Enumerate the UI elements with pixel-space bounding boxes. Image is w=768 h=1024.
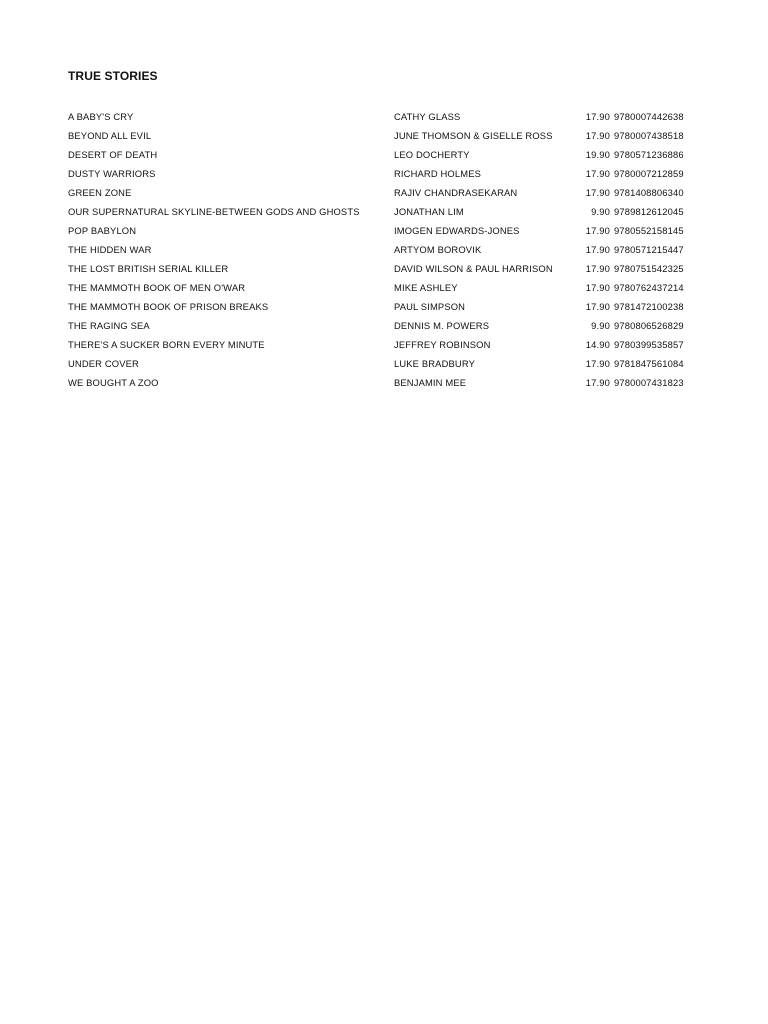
book-price: 17.90	[585, 358, 610, 369]
book-author: DAVID WILSON & PAUL HARRISON	[394, 263, 553, 274]
book-row	[68, 164, 700, 183]
book-isbn: 9780399535857	[614, 339, 684, 350]
book-isbn: 9780751542325	[614, 263, 684, 274]
book-title: POP BABYLON	[68, 225, 137, 236]
book-author: CATHY GLASS	[394, 111, 461, 122]
book-author: JUNE THOMSON & GISELLE ROSS	[394, 130, 553, 141]
book-title: THERE'S A SUCKER BORN EVERY MINUTE	[68, 339, 265, 350]
book-title: THE MAMMOTH BOOK OF MEN O'WAR	[68, 282, 246, 293]
book-list	[68, 107, 700, 392]
book-row	[68, 354, 700, 373]
book-price: 9.90	[591, 320, 610, 331]
book-isbn: 9781408806340	[614, 187, 684, 198]
book-price: 17.90	[585, 130, 610, 141]
book-price: 17.90	[585, 301, 610, 312]
book-isbn: 9780571236886	[614, 149, 684, 160]
book-author: LUKE BRADBURY	[394, 358, 475, 369]
book-author: LEO DOCHERTY	[394, 149, 470, 160]
book-title: THE LOST BRITISH SERIAL KILLER	[68, 263, 229, 274]
document-title: TRUE STORIES	[68, 69, 158, 83]
book-isbn: 9780762437214	[614, 282, 684, 293]
book-author: JEFFREY ROBINSON	[394, 339, 491, 350]
book-title: WE BOUGHT A ZOO	[68, 377, 159, 388]
book-isbn: 9780552158145	[614, 225, 684, 236]
book-author: RICHARD HOLMES	[394, 168, 482, 179]
book-row	[68, 126, 700, 145]
book-author: JONATHAN LIM	[394, 206, 464, 217]
book-isbn: 9780007442638	[614, 111, 684, 122]
book-title: A BABY'S CRY	[68, 111, 134, 122]
book-title: DUSTY WARRIORS	[68, 168, 156, 179]
book-title: BEYOND ALL EVIL	[68, 130, 152, 141]
book-price: 14.90	[585, 339, 610, 350]
book-price: 17.90	[585, 225, 610, 236]
book-row	[68, 145, 700, 164]
book-title: THE MAMMOTH BOOK OF PRISON BREAKS	[68, 301, 269, 312]
book-title: DESERT OF DEATH	[68, 149, 158, 160]
book-isbn: 9780007431823	[614, 377, 684, 388]
book-row	[68, 107, 700, 126]
book-row	[68, 373, 700, 392]
book-isbn: 9780806526829	[614, 320, 684, 331]
book-price: 17.90	[585, 168, 610, 179]
book-author: RAJIV CHANDRASEKARAN	[394, 187, 518, 198]
book-title: THE HIDDEN WAR	[68, 244, 152, 255]
book-title: GREEN ZONE	[68, 187, 132, 198]
book-isbn: 9780007212859	[614, 168, 684, 179]
book-price: 17.90	[585, 282, 610, 293]
book-author: ARTYOM BOROVIK	[394, 244, 482, 255]
book-row	[68, 202, 700, 221]
book-row	[68, 297, 700, 316]
book-row	[68, 221, 700, 240]
book-row	[68, 183, 700, 202]
book-isbn: 9780571215447	[614, 244, 684, 255]
book-row	[68, 278, 700, 297]
book-price: 19.90	[585, 149, 610, 160]
book-author: MIKE ASHLEY	[394, 282, 458, 293]
book-author: DENNIS M. POWERS	[394, 320, 490, 331]
book-title: OUR SUPERNATURAL SKYLINE-BETWEEN GODS AND GHOSTS	[68, 206, 360, 217]
book-title: UNDER COVER	[68, 358, 139, 369]
book-price: 17.90	[585, 111, 610, 122]
book-row	[68, 316, 700, 335]
book-title: THE RAGING SEA	[68, 320, 150, 331]
book-price: 17.90	[585, 187, 610, 198]
book-price: 17.90	[585, 377, 610, 388]
book-isbn: 9781472100238	[614, 301, 684, 312]
book-row	[68, 259, 700, 278]
book-row	[68, 240, 700, 259]
book-isbn: 9781847561084	[614, 358, 684, 369]
book-price: 9.90	[591, 206, 610, 217]
book-price: 17.90	[585, 263, 610, 274]
book-isbn: 9789812612045	[614, 206, 684, 217]
book-price: 17.90	[585, 244, 610, 255]
book-row	[68, 335, 700, 354]
book-isbn: 9780007438518	[614, 130, 684, 141]
book-author: IMOGEN EDWARDS-JONES	[394, 225, 520, 236]
book-author: BENJAMIN MEE	[394, 377, 467, 388]
book-author: PAUL SIMPSON	[394, 301, 466, 312]
